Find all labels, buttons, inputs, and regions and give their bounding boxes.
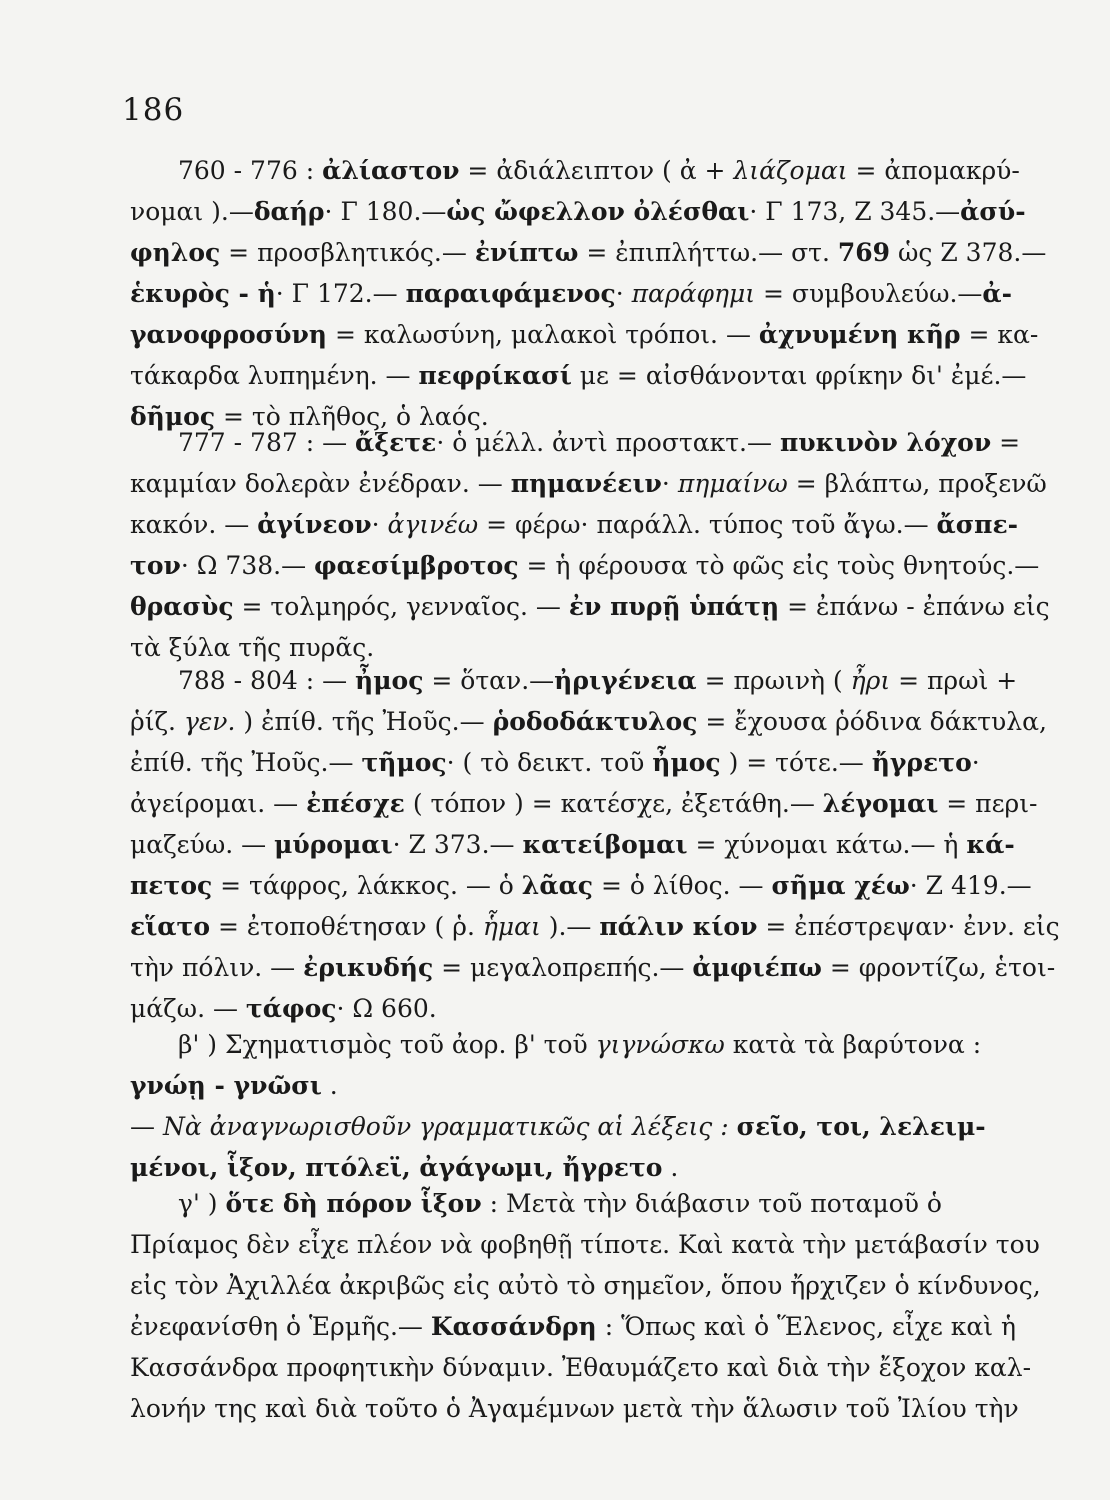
lemma-term: μένοι, ἷξον, πτόλεϊ, ἀγάγωμι, ἤγρετο [130,1153,663,1182]
lemma-term: ὡς ὤφελλον ὀλέσθαι [446,197,750,226]
text-segment: ῥίζ. [130,707,184,736]
text-segment: ).— [540,912,600,941]
text-line [130,355,1027,396]
lemma-term: ἀσύ- [960,197,1026,226]
section-760-776 [130,150,1047,437]
italic-term: ἦρι [850,666,891,695]
italic-term: λιάζομαι [733,156,848,185]
section-788-804 [130,660,1060,1029]
text-segment: = φροντίζω, ἑτοι- [821,953,1056,982]
text-segment: · Ζ 419.— [909,871,1032,900]
text-segment: : Ὅπως καὶ ὁ Ἕλενος, εἶχε καὶ ἡ [596,1312,1017,1341]
lemma-term: κατείβομαι [522,830,688,859]
text-segment: · Ζ 373.— [392,830,523,859]
text-segment: = συμβουλεύω.— [755,279,983,308]
lemma-term: παραιφάμενος [405,279,616,308]
text-segment: · [661,469,678,498]
text-segment: κατὰ τὰ βαρύτονα : [724,1030,982,1059]
text-line [130,783,1038,824]
text-line [130,150,1020,191]
text-segment: . [662,1153,679,1182]
text-segment: ἐπίθ. τῆς Ἠοῦς.— [130,748,362,777]
lemma-term: πετος [130,871,213,900]
text-segment: · ( τὸ δεικτ. τοῦ [446,748,653,777]
lemma-term: ἤγρετο [871,748,972,777]
text-line [130,906,1060,947]
lemma-term: λᾶας [521,871,594,900]
text-segment: μάζω. — [130,994,246,1023]
italic-term: γιγνώσκω [595,1030,725,1059]
text-segment: ) ἐπίθ. τῆς Ἠοῦς.— [235,707,493,736]
text-segment: = ἀπομακρύ- [847,156,1020,185]
text-segment: ἐνεφανίσθη ὁ Ἑρμῆς.— [130,1312,431,1341]
text-segment: τὴν πόλιν. — [130,953,304,982]
text-segment: ( τόπον ) = κατέσχε, ἐξετάθη.— [404,789,823,818]
page-number: 186 [122,92,185,128]
lemma-term: ἦμος [652,748,721,777]
text-segment: = πρωὶ + [890,666,1018,695]
text-line [130,314,1039,355]
text-segment: = ἡ φέρουσα τὸ φῶς εἰς τοὺς θνητούς.— [518,551,1040,580]
lemma-term: τῆμος [361,748,447,777]
text-segment: νομαι ).— [130,197,254,226]
text-line [130,1147,1010,1188]
text-line [130,742,1010,783]
text-segment: · [971,748,980,777]
lemma-term: κά- [966,830,1015,859]
lemma-term: 769 [837,238,891,267]
text-line [130,463,1047,504]
lemma-term: ῥοδοδάκτυλος [492,707,698,736]
lemma-term: ἐνίπτω [474,238,579,267]
text-segment: με = αἰσθάνονται φρίκην δι' ἐμέ.— [571,361,1027,390]
text-line [130,422,1021,463]
text-segment: = βλάπτω, προξενῶ [787,469,1047,498]
lemma-term: Κασσάνδρη [430,1312,597,1341]
text-segment: = καλωσύνη, μαλακοὶ τρόποι. — [327,320,759,349]
lemma-term: ὅτε δὴ πόρον ἷξον [225,1189,482,1218]
lemma-term: ἀλίαστον [322,156,460,185]
text-segment: τὰ ξύλα τῆς πυρᾶς. [130,633,375,662]
text-line [130,1024,1010,1065]
text-segment: = ἔχουσα ῥόδινα δάκτυλα, [697,707,1047,736]
text-line [130,273,1013,314]
text-segment: = τάφρος, λάκκος. — ὁ [212,871,522,900]
text-segment [729,1112,737,1141]
lemma-term: φαεσίμβροτος [314,551,519,580]
text-line [130,1106,1010,1147]
text-segment: — [130,1112,163,1141]
text-line [130,1388,1019,1429]
lemma-term: ἄσπε- [936,510,1019,539]
text-segment: = ὁ λίθος. — [593,871,772,900]
italic-term: γεν. [183,707,236,736]
lemma-term: ἠριγένεια [554,666,697,695]
lemma-term: ἀγίνεον [257,510,372,539]
lemma-term: λέγομαι [822,789,939,818]
text-segment: · ὁ μέλλ. ἀντὶ προστακτ.— [436,428,780,457]
text-segment: = ἀδιάλειπτον ( ἀ + [459,156,734,185]
italic-term: ἀγινέω [387,510,479,539]
text-segment: = ἐπάνω - ἐπάνω εἰς [779,592,1050,621]
text-line [130,545,1040,586]
text-segment: = [991,428,1021,457]
text-segment: 760 - 776 : [178,156,323,185]
text-line [130,824,1015,865]
text-segment: = προσβλητικός.— [220,238,475,267]
text-line [130,947,1056,988]
text-segment: 777 - 787 : — [178,428,356,457]
text-segment: λονήν της καὶ διὰ τοῦτο ὁ Ἀγαμέμνων μετὰ τὴν ἅλωσιν τοῦ Ἰλίου τὴν [130,1394,1019,1423]
lemma-term: ἀμφιέπω [692,953,822,982]
text-line [130,1306,1017,1347]
text-segment: = φέρω· παράλλ. τύπος τοῦ ἄγω.— [478,510,937,539]
text-segment: = τὸ πλῆθος, ὁ λαός. [215,402,489,431]
text-segment: γ' ) [178,1189,226,1218]
lemma-term: πάλιν κίον [599,912,758,941]
lemma-term: πεφρίκασί [418,361,572,390]
lemma-term: ἀ- [982,279,1013,308]
lemma-term: θρασὺς [130,592,234,621]
text-line [130,586,1050,627]
text-line [130,191,1026,232]
text-line [130,1183,1010,1224]
lemma-term: γανοφροσύνη [130,320,327,349]
text-segment: = χύνομαι κάτω.— ἡ [687,830,967,859]
lemma-term: πυκινὸν λόχον [779,428,992,457]
lemma-term: ἐν πυρῇ ὑπάτῃ [568,592,780,621]
lemma-term: τάφος [245,994,337,1023]
text-segment: = ἐπέστρεψαν· ἐνν. εἰς [757,912,1060,941]
text-segment: = πρωινὴ ( [696,666,851,695]
italic-term: παράφημι [631,279,756,308]
lemma-term: ἀχνυμένη κῆρ [758,320,961,349]
text-line [130,865,1032,906]
text-line [130,1065,1010,1106]
text-segment: · Γ 180.— [324,197,447,226]
lemma-term: μύρομαι [274,830,393,859]
text-segment: καμμίαν δολερὰν ἐνέδραν. — [130,469,511,498]
text-line [130,660,1018,701]
text-segment: τάκαρδα λυπημένη. — [130,361,419,390]
text-segment: = ἐτοποθέτησαν ( ῥ. [210,912,483,941]
text-segment: ) = τότε.— [720,748,872,777]
text-segment: Κασσάνδρα προφητικὴν δύναμιν. Ἐθαυμάζετο καὶ διὰ τὴν ἔξοχον καλ- [130,1353,1032,1382]
lemma-term: φηλος [130,238,221,267]
text-line [130,1265,1041,1306]
text-segment: : Μετὰ τὴν διάβασιν τοῦ ποταμοῦ ὁ [481,1189,942,1218]
lemma-term: γνώῃ - γνῶσι [130,1071,322,1100]
lemma-term: δῆμος [130,402,216,431]
lemma-term: εἵατο [130,912,211,941]
italic-term: ἧμαι [482,912,541,941]
lemma-term: ἑκυρὸς - ἡ [130,279,276,308]
text-segment: = περι- [938,789,1038,818]
text-segment: ὡς Ζ 378.— [890,238,1047,267]
italic-term: πημαίνω [677,469,788,498]
lemma-term: πημανέειν [510,469,662,498]
text-segment: = ἐπιπλήττω.— στ. [578,238,838,267]
text-segment: Πρίαμος δὲν εἶχε πλέον νὰ φοβηθῇ τίποτε. Καὶ κατὰ τὴν μετάβασίν του [130,1230,1040,1259]
text-segment: 788 - 804 : — [178,666,356,695]
text-segment: · Γ 172.— [275,279,406,308]
text-segment: . [321,1071,338,1100]
lemma-term: σεῖο, τοι, λελειμ- [736,1112,986,1141]
lemma-term: ἐρικυδής [303,953,434,982]
text-segment: = ὅταν.— [423,666,555,695]
text-segment: = κα- [960,320,1039,349]
text-segment: · Ω 660. [336,994,437,1023]
text-segment: εἰς τὸν Ἀχιλλέα ἀκριβῶς εἰς αὐτὸ τὸ σημεῖον, ὅπου ἤρχιζεν ὁ κίνδυνος, [130,1271,1041,1300]
text-segment: · Γ 173, Ζ 345.— [749,197,961,226]
text-segment: ἀγείρομαι. — [130,789,307,818]
text-line [130,232,1047,273]
lemma-term: ἄξετε [355,428,437,457]
text-segment: · [371,510,388,539]
lemma-term: σῆμα χέω [771,871,910,900]
text-segment: β' ) Σχηματισμὸς τοῦ ἀορ. β' τοῦ [178,1030,596,1059]
text-segment: = μεγαλοπρεπής.— [433,953,693,982]
section-777-787 [130,422,1050,668]
text-line [130,1347,1032,1388]
text-line [130,504,1019,545]
lemma-term: ἦμος [355,666,424,695]
lemma-term: δαήρ [253,197,325,226]
text-line [130,988,1010,1029]
section-gamma-commentary [130,1183,1041,1429]
text-segment: · Ω 738.— [180,551,315,580]
text-line [130,701,1047,742]
text-segment: μαζεύω. — [130,830,275,859]
lemma-term: ἐπέσχε [306,789,405,818]
section-beta-aorist [130,1024,1010,1188]
text-segment: = τολμηρός, γενναῖος. — [233,592,569,621]
text-segment: κακόν. — [130,510,258,539]
text-line [130,1224,1040,1265]
lemma-term: τον [130,551,181,580]
text-segment: · [615,279,632,308]
italic-term: Νὰ ἀναγνωρισθοῦν γραμματικῶς αἱ λέξεις : [162,1112,729,1141]
